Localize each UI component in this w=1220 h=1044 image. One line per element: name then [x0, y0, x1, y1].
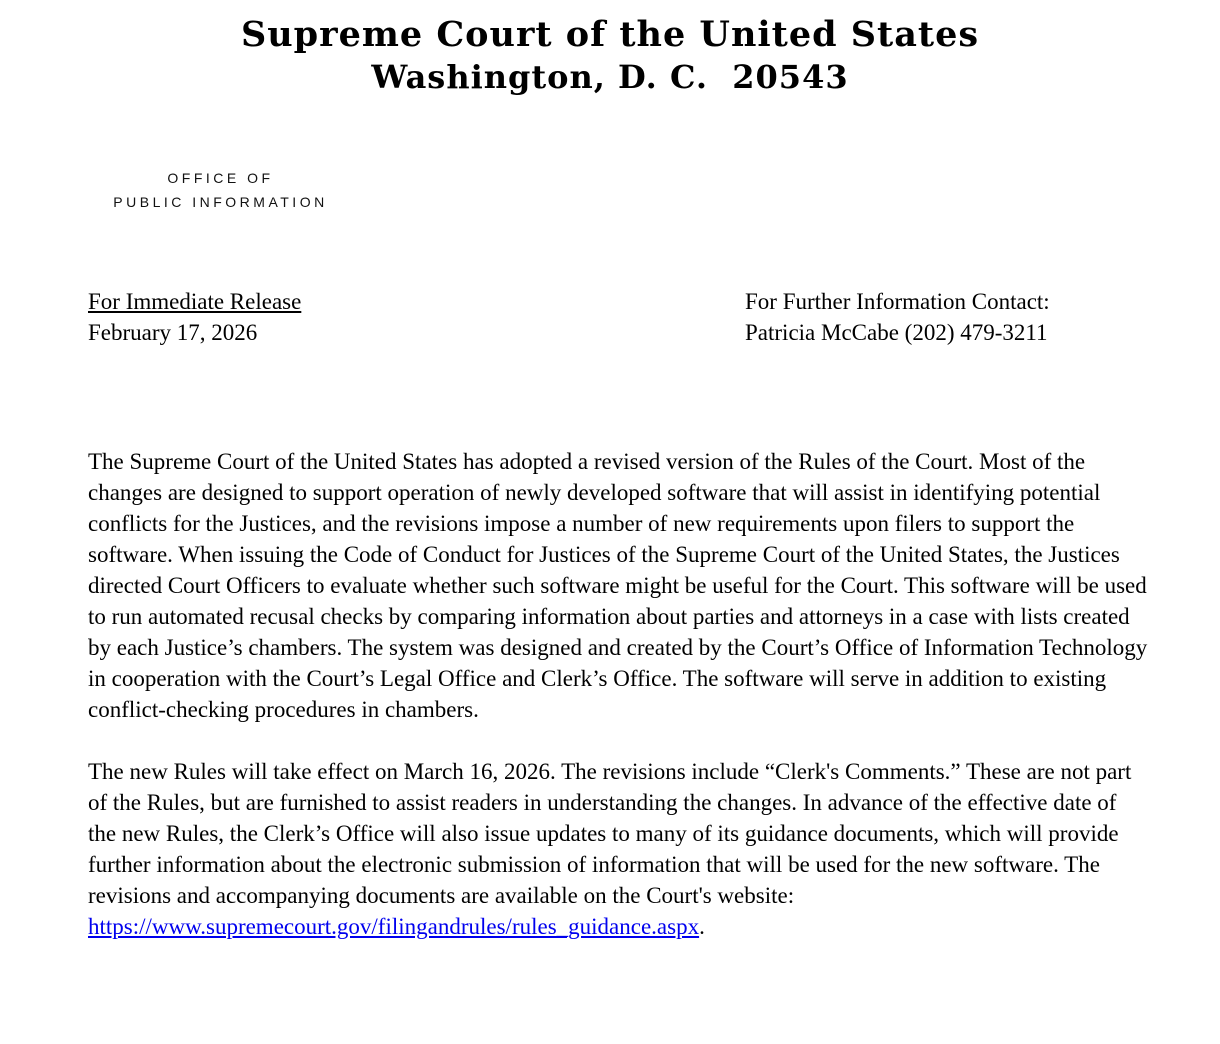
release-left-column — [88, 286, 301, 348]
court-name-title: Supreme Court of the United States — [240, 14, 980, 55]
release-label: For Immediate Release — [88, 289, 302, 314]
office-line-2: PUBLIC INFORMATION — [113, 194, 328, 210]
release-date: February 17, 2026 — [88, 320, 258, 345]
contact-column — [745, 286, 1050, 348]
contact-name: Patricia McCabe (202) 479-3211 — [745, 320, 1048, 345]
court-address-title: Washington, D. C. 20543 — [371, 58, 849, 96]
body-paragraph-2-text: The new Rules will take effect on March 16, 2026. The revisions include “Clerk's Comments.” These are not part of the Rules, but are furnished to assist readers in understanding the changes. In advance of the effective date of the new Rules, the Clerk’s Office will also issue updates to many of its guidance documents, which will provide further information about the electronic submission of information that will be used for the new software. The revisions and accompanying documents are available on the Court's website: — [88, 759, 1132, 908]
contact-label: For Further Information Contact: — [745, 289, 1050, 314]
press-release-body — [88, 446, 1150, 973]
body-paragraph-1: The Supreme Court of the United States has adopted a revised version of the Rules of the Court. Most of the changes are designed to support operation of newly developed software that will assist in identifying potential conflicts for the Justices, and the revisions impose a number of new requirements upon filers to support the software. When issuing the Code of Conduct for Justices of the Supreme Court of the United States, the Justices directed Court Officers to evaluate whether such software might be useful for the Court. This software will be used to run automated recusal checks by comparing information about parties and attorneys in a case with lists created by each Justice’s chambers. The system was designed and created by the Court’s Office of Information Technology in cooperation with the Court’s Legal Office and Clerk’s Office. The software will serve in addition to existing conflict-checking procedures in chambers. — [88, 449, 1148, 722]
rules-guidance-link[interactable]: https://www.supremecourt.gov/filingandrules/rules_guidance.aspx — [88, 914, 700, 939]
body-paragraph-2 — [88, 756, 1150, 942]
office-line-1: OFFICE OF — [167, 170, 274, 186]
body-paragraph-2-suffix: . — [699, 914, 705, 939]
office-block — [93, 166, 348, 214]
